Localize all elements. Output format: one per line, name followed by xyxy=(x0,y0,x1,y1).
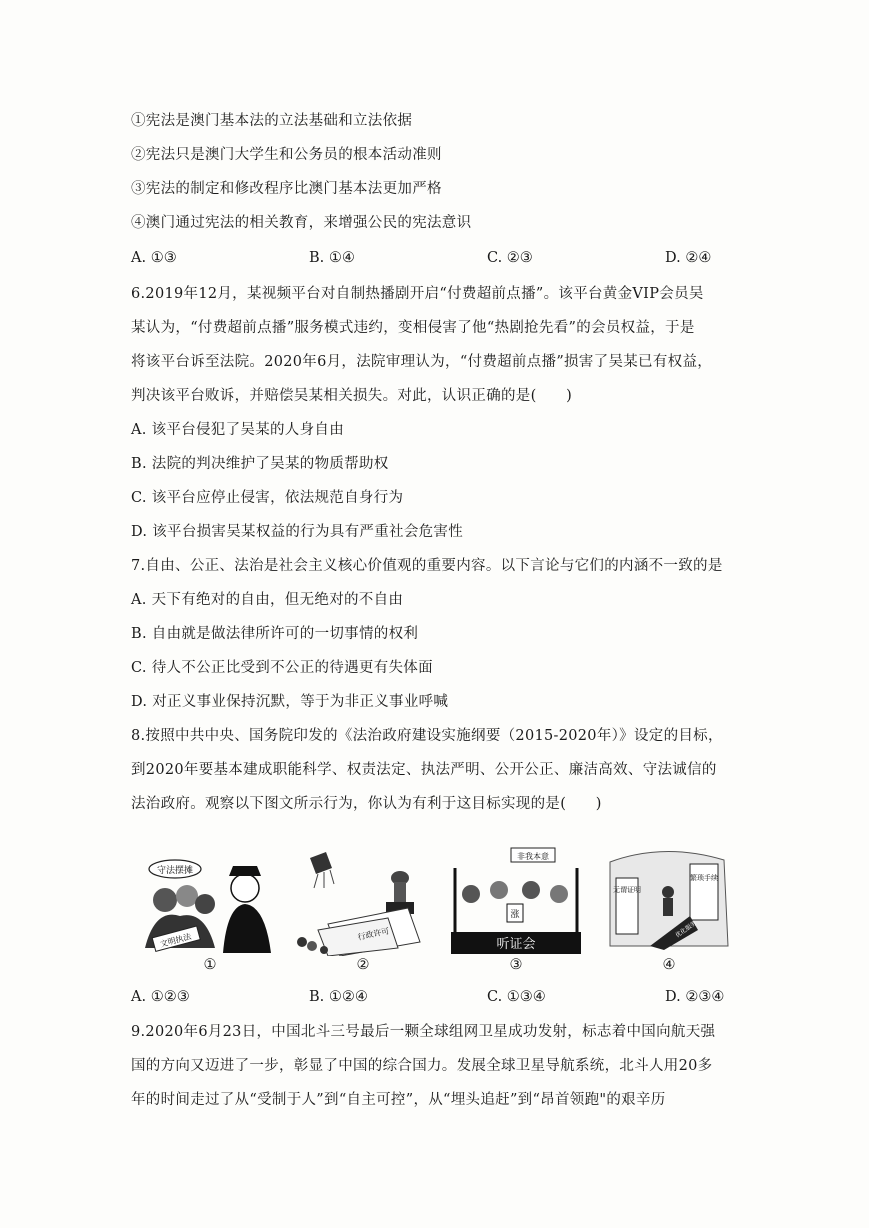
q7-option-c: C. 待人不公正比受到不公正的待遇更有失体面 xyxy=(131,660,433,676)
q6-stem-line-3: 将该平台诉至法院。2020年6月，法院审理认为，“付费超前点播”损害了吴某已有权益， xyxy=(131,354,713,370)
q8-option-d: D. ②③④ xyxy=(665,989,725,1005)
cartoon-civil-enforcement xyxy=(135,838,285,956)
q7-option-d: D. 对正义事业保持沉默，等于为非正义事业呼喊 xyxy=(131,694,449,710)
q6-stem-line-2: 某认为，“付费超前点播”服务模式违约，变相侵害了他“热剧抢先看”的会员权益，于是 xyxy=(131,320,695,336)
q8-option-c: C. ①③④ xyxy=(487,989,546,1005)
cartoon3-rise-text: 涨 xyxy=(510,910,520,920)
cartoon-2-caption: ② xyxy=(356,957,370,973)
cartoon1-speech-text: 守法摆摊 xyxy=(156,866,194,876)
q8-stem-line-2: 到2020年要基本建成职能科学、权责法定、执法严明、公开公正、廉洁高效、守法诚信的 xyxy=(131,762,717,778)
cartoon4-pile-text: 繁琐手续 xyxy=(690,874,718,882)
q9-stem-line-3: 年的时间走过了从“受制于人”到“自主可控”，从“埋头追赶”到“昂首领跑"的艰辛历 xyxy=(131,1092,666,1108)
q6-option-c: C. 该平台应停止侵害，依法规范自身行为 xyxy=(131,490,404,506)
cartoon3-sign-text: 非我本意 xyxy=(517,852,549,861)
q5-statement-4: ④澳门通过宪法的相关教育，来增强公民的宪法意识 xyxy=(131,215,472,231)
cartoon-3-caption: ③ xyxy=(509,957,523,973)
cartoon-4-caption: ④ xyxy=(662,957,676,973)
cartoon1-banner-text: 文明执法 xyxy=(159,931,193,949)
cartoon3-hearing-text: 听证会 xyxy=(496,937,536,952)
q6-option-b: B. 法院的判决维护了吴某的物质帮助权 xyxy=(131,456,389,472)
q8-stem-line-3: 法治政府。观察以下图文所示行为，你认为有利于这目标实现的是( ) xyxy=(131,796,602,812)
q5-option-d: D. ②④ xyxy=(665,250,712,266)
q9-stem-line-1: 9.2020年6月23日，中国北斗三号最后一颗全球组网卫星成功发射，标志着中国向航天强 xyxy=(131,1024,716,1040)
cartoon-streamlined-service xyxy=(594,838,744,956)
q6-stem-line-1: 6.2019年12月，某视频平台对自制热播剧开启“付费超前点播”。该平台黄金VIP会员吴 xyxy=(131,286,704,302)
q6-option-d: D. 该平台损害吴某权益的行为具有严重社会危害性 xyxy=(131,524,464,540)
q5-option-a: A. ①③ xyxy=(131,250,177,266)
q7-stem: 7.自由、公正、法治是社会主义核心价值观的重要内容。以下言论与它们的内涵不一致的是 xyxy=(131,558,723,574)
q7-option-a: A. 天下有绝对的自由，但无绝对的不自由 xyxy=(131,592,404,608)
q9-stem-line-2: 国的方向又迈进了一步，彰显了中国的综合国力。发展全球卫星导航系统，北斗人用20多 xyxy=(131,1058,713,1074)
q5-option-b: B. ①④ xyxy=(309,250,355,266)
q5-statement-2: ②宪法只是澳门大学生和公务员的根本活动准则 xyxy=(131,147,442,163)
cartoon-1-caption: ① xyxy=(203,957,217,973)
q6-stem-line-4: 判决该平台败诉，并赔偿吴某相关损失。对此，认识正确的是( ) xyxy=(131,388,573,404)
cartoon-public-hearing xyxy=(441,838,591,956)
q5-option-c: C. ②③ xyxy=(487,250,533,266)
q8-option-a: A. ①②③ xyxy=(131,989,190,1005)
cartoon4-stack-text: 无谓证明 xyxy=(613,886,641,894)
cartoon4-road-text: 优化服务 xyxy=(674,919,698,940)
q7-option-b: B. 自由就是做法律所许可的一切事情的权利 xyxy=(131,626,419,642)
q5-statement-3: ③宪法的制定和修改程序比澳门基本法更加严格 xyxy=(131,181,442,197)
cartoon-official-seal xyxy=(288,838,438,956)
q8-stem-line-1: 8.按照中共中央、国务院印发的《法治政府建设实施纲要（2015-2020年）》设定的目标， xyxy=(131,728,723,744)
cartoon2-document-text: 行政许可 xyxy=(356,926,391,942)
q6-option-a: A. 该平台侵犯了吴某的人身自由 xyxy=(131,422,344,438)
q5-statement-1: ①宪法是澳门基本法的立法基础和立法依据 xyxy=(131,113,413,129)
q8-option-b: B. ①②④ xyxy=(309,989,368,1005)
